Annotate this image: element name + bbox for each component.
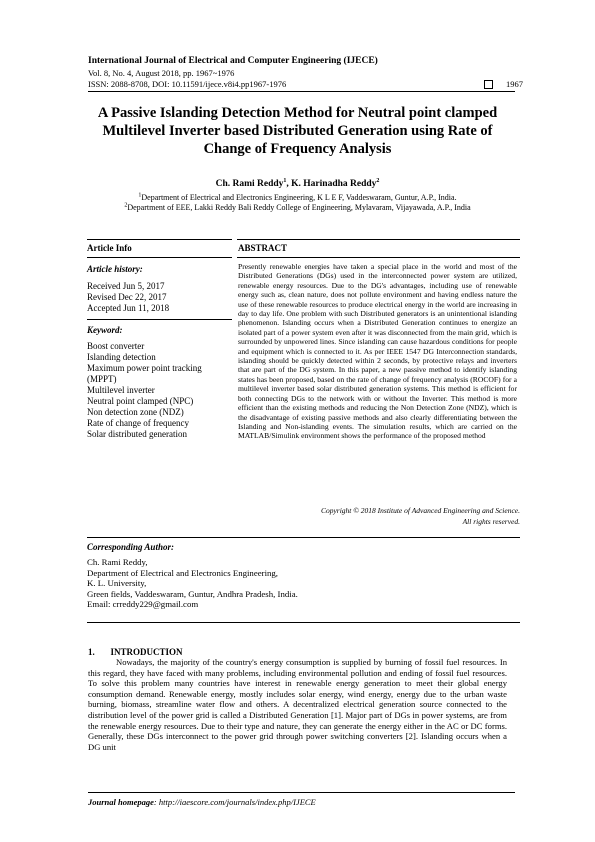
- corresponding-univ: K. L. University,: [87, 578, 147, 589]
- affiliation-2: [88, 203, 507, 212]
- abstract-top-rule: [237, 239, 520, 240]
- keyword-item: Non detection zone (NDZ): [87, 407, 184, 417]
- keyword-item: Neutral point clamped (NPC): [87, 396, 194, 406]
- keyword-item: (MPPT): [87, 374, 117, 384]
- keyword-item: Rate of change of frequency: [87, 418, 189, 428]
- keyword-item: Multilevel inverter: [87, 385, 155, 395]
- affiliation-2-sup: 2: [124, 202, 128, 209]
- keyword-item: Islanding detection: [87, 352, 156, 362]
- keyword-heading: Keyword:: [87, 325, 123, 335]
- author-2-sup: 2: [376, 177, 380, 184]
- page-box-icon: [484, 80, 493, 89]
- article-info-heading: Article Info: [87, 243, 132, 253]
- issn-doi: ISSN: 2088-8708, DOI: 10.11591/ijece.v8i4.pp1967-1976: [88, 79, 287, 89]
- author-1: Ch. Rami Reddy: [215, 179, 284, 189]
- author-1-sup: 1: [283, 177, 287, 184]
- affiliation-1-sup: 1: [138, 192, 142, 199]
- received-date: Received Jun 5, 2017: [87, 281, 165, 291]
- affiliation-2-text: Department of EEE, Lakki Reddy Bali Reddy College of Engineering, Mylavaram, Vijayawada, A.P., India: [127, 203, 471, 212]
- author-separator: ,: [286, 179, 292, 189]
- corresponding-dept: Department of Electrical and Electronics Engineering,: [87, 567, 279, 578]
- abstract-sub-rule: [237, 257, 520, 258]
- homepage-label: Journal homepage: [88, 797, 154, 807]
- corresponding-details: [87, 557, 387, 610]
- header-rule: [88, 91, 515, 92]
- paper-title: A Passive Islanding Detection Method for Neutral point clamped Multilevel Inverter based Distributed Generation using Rate of Change of Frequency Analysis: [97, 105, 498, 157]
- footer-rule: [88, 792, 515, 793]
- copyright-line-2: All rights reserved.: [462, 516, 520, 526]
- copyright: [238, 506, 520, 527]
- article-info-sub-rule: [87, 257, 232, 258]
- abstract-heading: ABSTRACT: [238, 243, 288, 253]
- history-heading: Article history:: [87, 264, 143, 274]
- keyword-list: [87, 341, 232, 440]
- revised-date: Revised Dec 22, 2017: [87, 292, 167, 302]
- introduction-heading: 1. INTRODUCTION: [88, 647, 183, 657]
- affiliation-1: [88, 193, 507, 202]
- keyword-item: Boost converter: [87, 341, 145, 351]
- corresponding-address: Green fields, Vaddeswaram, Guntur, Andhra Pradesh, India.: [87, 588, 298, 599]
- keyword-item: Maximum power point tracking: [87, 363, 202, 373]
- journal-name: International Journal of Electrical and Computer Engineering (IJECE): [88, 56, 378, 66]
- copyright-line-1: Copyright © 2018 Institute of Advanced Engineering and Science.: [320, 506, 520, 515]
- article-info-top-rule: [87, 239, 232, 240]
- corresponding-email: Email: crreddy229@gmail.com: [87, 599, 199, 610]
- homepage-url[interactable]: : http://iaescore.com/journals/index.php/IJECE: [153, 797, 316, 807]
- abstract-text: Presently renewable energies have taken a special place in the world and most of the Distributed Generations (DGs) used in the interconnected power system are utilized, renewable energy resources. Due to the DG's advantages, including use of renewable energy such as, clean nature, does not pollute environment and having endless nature the use of these renewable resources to produce electrical energy in the world are increasing in day to day life. One problem with such Distributed generators is an unintentional islanding phenomenon. Islanding occurs when a Distributed Generation continues to energize an isolated part of a power system even after it was disconnected from the main grid, which is surrounded by unpowered lines. Since islanding can cause hazardous conditions for people and equipment which is connected to it. As per IEEE 1547 DG Interconnection standards, islanding should be quickly detected within 2 seconds, by protective relays and inverters that are part of the DG system. In this paper, a new passive method to identify islanding states has been proposed, based on the rate of change of frequency analysis (ROCOF) for a multilevel inverter based solar distributed generation systems. This method is efficient for both connecting DGs to the network with or without the Inverter. This method is more efficient than the existing methods and reducing the Non Detection Zone (NDZ), which is the disadvantage of existing passive methods and also clearly differentiating between the Islanding and Non-islanding events. The simulation results, which are carried on the MATLAB/Simulink environment shows the performance of the proposed method: [238, 262, 517, 441]
- authors: [88, 179, 507, 189]
- accepted-date: Accepted Jun 11, 2018: [87, 303, 170, 313]
- history-rule: [87, 319, 232, 320]
- journal-homepage: [88, 797, 316, 807]
- corresponding-name: Ch. Rami Reddy,: [87, 557, 148, 567]
- corresponding-top-rule: [87, 537, 520, 538]
- corresponding-bottom-rule: [87, 622, 520, 623]
- keyword-item: Solar distributed generation: [87, 429, 187, 439]
- volume-info: Vol. 8, No. 4, August 2018, pp. 1967~1976: [88, 68, 235, 78]
- corresponding-heading: Corresponding Author:: [87, 542, 174, 552]
- author-2: K. Harinadha Reddy: [291, 179, 377, 189]
- page-number: 1967: [506, 79, 523, 89]
- introduction-text: Nowadays, the majority of the country's energy consumption is supplied by burning of fossil fuel resources. In this regard, they have faced with many problems, including environmental pollution and ending of fossil fuel resources. To solve this problem many countries have interest in renewable energy generation to meet their global energy consumption demand. Renewable energy, mostly includes solar energy, wind energy, energy due to the urban waste burning, biomass, streamline water flow and others. A decentralized electrical generation source connected to the distribution level of the power grid is called a Distributed Generation [1]. Major part of DGs in power systems, are from the renewable energy resources. Due to their type and nature, they can generate the energy either in the AC or DC forms. Generally, these DGs interconnect to the power grid through power switching converters [2]. Islanding occurs when a DG unit: [88, 657, 507, 752]
- affiliation-1-text: Department of Electrical and Electronics Engineering, K L E F, Vaddeswaram, Guntur, A.P., India.: [141, 193, 457, 202]
